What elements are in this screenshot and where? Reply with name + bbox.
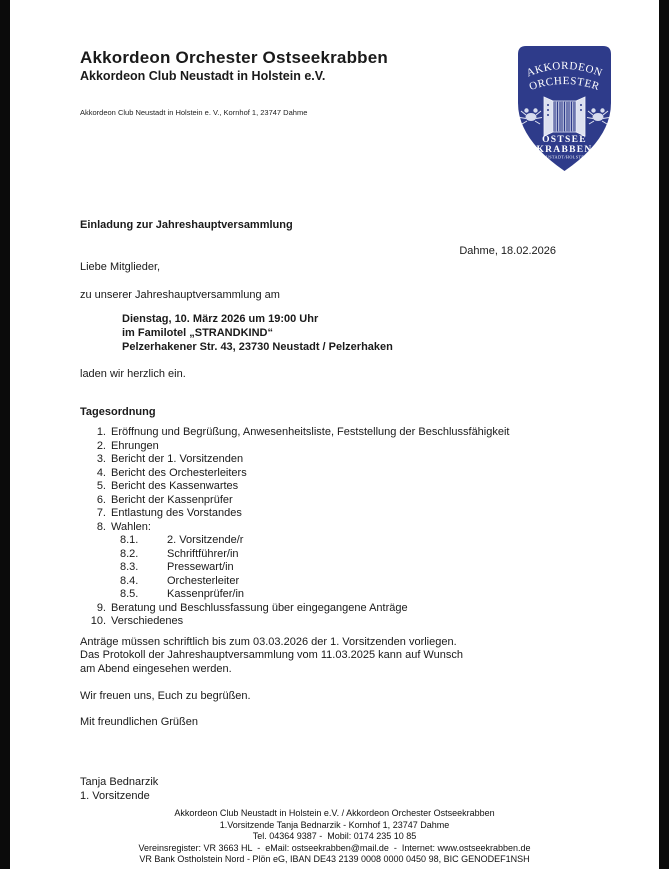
letter-footer bbox=[10, 808, 659, 866]
agenda-item-number: 6. bbox=[96, 493, 106, 506]
agenda-subitem bbox=[80, 548, 589, 562]
salutation: Liebe Mitglieder, bbox=[80, 261, 161, 273]
agenda-item-text: Bericht des Orchesterleiters bbox=[111, 466, 247, 479]
agenda-subitem bbox=[80, 534, 589, 548]
agenda-item-number: 10. bbox=[90, 615, 106, 627]
agenda-item-number: 1. bbox=[96, 426, 106, 438]
footer-phone-line: Tel. 04364 9387 - Mobil: 0174 235 10 85 bbox=[252, 831, 417, 841]
agenda-item-text: Bericht des Kassenwartes bbox=[111, 480, 239, 492]
agenda-item bbox=[80, 615, 589, 629]
agenda-item-number: 3. bbox=[96, 453, 106, 465]
signature-role: 1. Vorsitzende bbox=[80, 790, 150, 802]
agenda-subitem-text: Orchesterleiter bbox=[167, 574, 240, 587]
agenda-heading: Tagesordnung bbox=[80, 406, 156, 418]
agenda-subitem-text: 2. Vorsitzende/r bbox=[167, 534, 244, 546]
signature-block bbox=[80, 775, 589, 803]
agenda-item-number: 9. bbox=[96, 601, 106, 614]
sender-line: Akkordeon Club Neustadt in Holstein e. V., Kornhof 1, 23747 Dahme bbox=[80, 108, 308, 117]
agenda-item-text: Ehrungen bbox=[111, 439, 159, 452]
agenda-subitem-number: 8.1. bbox=[120, 534, 139, 546]
agenda-item bbox=[80, 467, 589, 481]
agenda-subitem-number: 8.3. bbox=[120, 561, 139, 573]
agenda-subitem-number: 8.2. bbox=[120, 547, 139, 560]
event-venue: im Familotel „STRANDKIND“ bbox=[122, 327, 273, 339]
agenda-item bbox=[80, 426, 589, 440]
footer-address-line: 1.Vorsitzende Tanja Bednarzik - Kornhof 1, 23747 Dahme bbox=[219, 819, 450, 830]
invitation-line: laden wir herzlich ein. bbox=[80, 368, 186, 380]
logo-ostsee-text: OSTSEE bbox=[542, 135, 587, 145]
agenda-item bbox=[80, 440, 589, 454]
agenda-subitem-text: Schriftführer/in bbox=[167, 547, 239, 560]
logo-location-text: NEUSTADT/HOLSTEIN bbox=[539, 154, 590, 160]
agenda-item-number: 5. bbox=[96, 480, 106, 492]
footer-register-line: Vereinsregister: VR 3663 HL - eMail: ostseekrabben@mail.de - Internet: www.ostseekrabben.de bbox=[138, 842, 531, 853]
agenda-item-number: 2. bbox=[96, 439, 106, 452]
agenda-item-text: Bericht der Kassenprüfer bbox=[111, 493, 233, 506]
agenda-subitem-number: 8.5. bbox=[120, 588, 139, 600]
agenda-list bbox=[80, 426, 589, 629]
notes-paragraph bbox=[80, 636, 589, 677]
agenda-subitem-text: Pressewart/in bbox=[167, 561, 234, 573]
notes-line: Das Protokoll der Jahreshauptversammlung vom 11.03.2025 kann auf Wunsch bbox=[80, 649, 463, 661]
document-page bbox=[10, 0, 659, 869]
logo-arc-bottom-text: ORCHESTER bbox=[527, 74, 602, 94]
agenda-subitem bbox=[80, 575, 589, 589]
agenda-item bbox=[80, 480, 589, 494]
date-line: Dahme, 18.02.2026 bbox=[459, 245, 556, 257]
agenda-subitem bbox=[80, 588, 589, 602]
event-details bbox=[122, 312, 589, 354]
agenda-item bbox=[80, 602, 589, 616]
agenda-item-text: Entlastung des Vorstandes bbox=[111, 507, 242, 519]
agenda-item-number: 4. bbox=[96, 466, 106, 479]
agenda-item bbox=[80, 494, 589, 508]
logo-arc-top-text: AKKORDEON bbox=[524, 59, 605, 80]
agenda-item bbox=[80, 521, 589, 535]
org-title: Akkordeon Orchester Ostseekrabben bbox=[80, 48, 388, 67]
agenda-item-number: 8. bbox=[96, 520, 106, 533]
agenda-item-text: Verschiedenes bbox=[111, 615, 184, 627]
agenda-item bbox=[80, 453, 589, 467]
subject-line: Einladung zur Jahreshauptversammlung bbox=[80, 219, 293, 231]
event-address: Pelzerhakener Str. 43, 23730 Neustadt / Pelzerhaken bbox=[122, 341, 393, 353]
signature-name: Tanja Bednarzik bbox=[80, 776, 159, 788]
regards-line: Mit freundlichen Grüßen bbox=[80, 716, 198, 728]
closing-line: Wir freuen uns, Euch zu begrüßen. bbox=[80, 690, 251, 702]
agenda-item-text: Wahlen: bbox=[111, 520, 151, 533]
agenda-item-text: Beratung und Beschlussfassung über eingegangene Anträge bbox=[111, 601, 408, 614]
agenda-subitem-text: Kassenprüfer/in bbox=[167, 588, 245, 600]
logo-krabben-text: KRABBEN bbox=[536, 145, 593, 155]
agenda-item-number: 7. bbox=[96, 507, 106, 519]
letter-content bbox=[10, 0, 659, 869]
footer-org-line: Akkordeon Club Neustadt in Holstein e.V. / Akkordeon Orchester Ostseekrabben bbox=[174, 808, 495, 818]
event-datetime: Dienstag, 10. März 2026 um 19:00 Uhr bbox=[122, 313, 319, 325]
intro-line: zu unserer Jahreshauptversammlung am bbox=[80, 289, 280, 301]
notes-line: Anträge müssen schriftlich bis zum 03.03.2026 der 1. Vorsitzenden vorliegen. bbox=[80, 635, 457, 648]
agenda-subitem-number: 8.4. bbox=[120, 574, 139, 587]
agenda-item-text: Eröffnung und Begrüßung, Anwesenheitsliste, Feststellung der Beschlussfähigkeit bbox=[111, 426, 510, 438]
agenda-subitem bbox=[80, 561, 589, 575]
footer-bank-line: VR Bank Ostholstein Nord - Plön eG, IBAN DE43 2139 0008 0000 0450 98, BIC GENODEF1NSH bbox=[139, 854, 530, 864]
org-subtitle: Akkordeon Club Neustadt in Holstein e.V. bbox=[80, 69, 326, 83]
notes-line: am Abend eingesehen werden. bbox=[80, 662, 232, 675]
agenda-item-text: Bericht der 1. Vorsitzenden bbox=[111, 453, 244, 465]
agenda-item bbox=[80, 507, 589, 521]
